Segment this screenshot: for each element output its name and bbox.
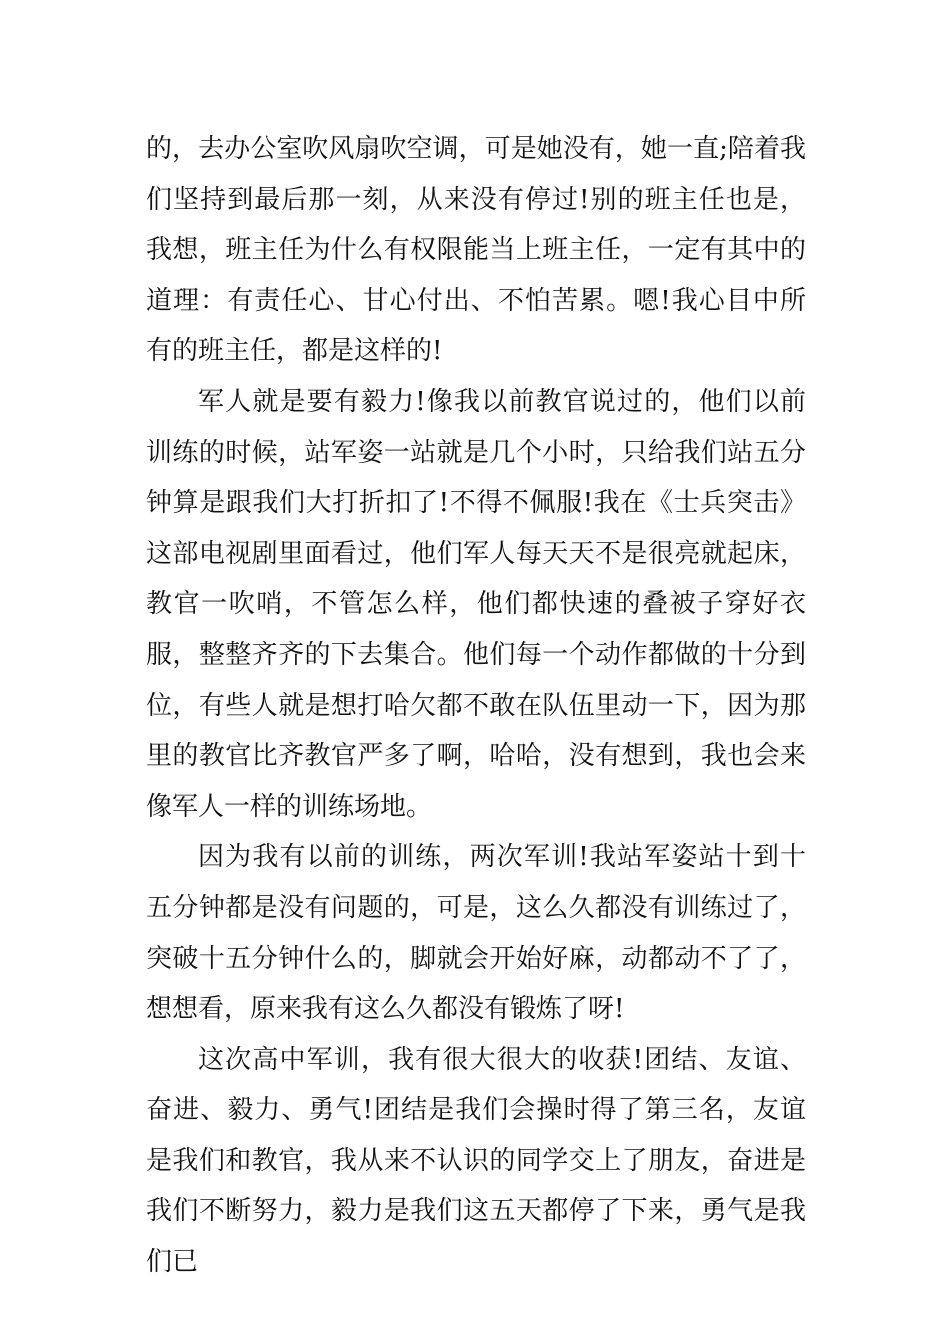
paragraph-1: 的，去办公室吹风扇吹空调，可是她没有，她一直;陪着我们坚持到最后那一刻，从来没有停过!别的班主任也是，我想，班主任为什么有权限能当上班主任，一定有其中的道理：有责任心、甘心付出、不怕苦累。嗯!我心目中所有的班主任，都是这样的! (146, 134, 806, 367)
paragraph-4: 这次高中军训，我有很大很大的收获!团结、友谊、奋进、毅力、勇气!团结是我们会操时得了第三名，友谊是我们和教官，我从来不认识的同学交上了朋友，奋进是我们不断努力，毅力是我们这五天都停了下来，勇气是我们已 (146, 1044, 806, 1278)
paragraph-2: 军人就是要有毅力!像我以前教官说过的，他们以前训练的时候，站军姿一站就是几个小时，只给我们站五分钟算是跟我们大打折扣了!不得不佩服!我在《士兵突击》这部电视剧里面看过，他们军人每天天不是很亮就起床，教官一吹哨，不管怎么样，他们都快速的叠被子穿好衣服，整整齐齐的下去集合。他们每一个动作都做的十分到位，有些人就是想打哈欠都不敢在队伍里动一下，因为那里的教官比齐教官严多了啊，哈哈，没有想到，我也会来像军人一样的训练场地。 (146, 386, 806, 822)
document-body (146, 124, 806, 1288)
paragraph-3: 因为我有以前的训练，两次军训!我站军姿站十到十五分钟都是没有问题的，可是，这么久都没有训练过了，突破十五分钟什么的，脚就会开始好麻，动都动不了了，想想看，原来我有这么久都没有锻炼了呀! (146, 842, 806, 1025)
